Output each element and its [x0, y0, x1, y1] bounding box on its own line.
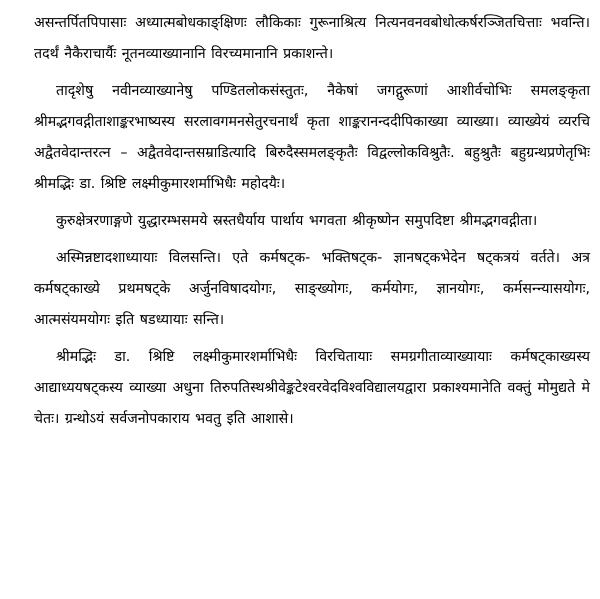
paragraph-gita: कुरुक्षेत्ररणाङ्गणे युद्धारम्भसमये स्रस्तधैर्याय पार्थाय भगवता श्रीकृष्णेन समुपदिष्टा श्रीमद्भगवद्गीता।: [56, 213, 538, 229]
paragraph-commentary: तादृशेषु नवीनव्याख्यानेषु पण्डितलोकसंस्तुतः, नैकेषां जगद्गुरूणां आशीर्वचोभिः समलङ्कृता श्रीमद्भगवद्गीताशाङ्करभाष्यस्य सरलावगमनसेतुरचनार्थं कृता शाङ्करानन्ददीपिकाख्या व्याख्या। व्याख्येयं व्यरचि अद्वैतवेदान्तरत्न – अद्वैतवेदान्तसम्राडित्यादि बिरुदैस्समलङ्कृतैः विद्वल्लोकविश्रुतैः. बहुश्रुतैः बहुग्रन्थप्रणेतृभिः श्रीमद्भिः डा. श्रिष्टि लक्ष्मीकुमारशर्माभिधैः महोदयैः।: [34, 83, 590, 192]
paragraph-publication: श्रीमद्भिः डा. श्रिष्टि लक्ष्मीकुमारशर्माभिधैः विरचितायाः समग्रगीताव्याख्यायाः कर्मषट्काख्यस्य आद्याध्ययषट्कस्य व्याख्या अधुना तिरुपतिस्थश्रीवेङ्कटेश्वरवेदविश्वविद्यालयद्वारा प्रकाश्यमानेति वक्तुं मोमुद्यते मे चेतः। ग्रन्थोऽयं सर्वजनोपकाराय भवतु इति आशासे।: [34, 349, 590, 427]
paragraph-intro: असन्तर्पितपिपासाः अध्यात्मबोधकाङ्क्षिणः लौकिकाः गुरूनाश्रित्य नित्यनवनवबोधोत्कर्षरञ्जितचित्ताः भवन्ति। तदर्थं नैकैराचार्यैः नूतनव्याख्यानानि विरच्यमानानि प्रकाशन्ते।: [34, 15, 590, 62]
paragraph-chapters: अस्मिन्नष्टादशाध्यायाः विलसन्ति। एते कर्मषट्क- भक्तिषट्क- ज्ञानषट्कभेदेन षट्कत्रयं वर्तते। अत्र कर्मषट्काख्ये प्रथमषट्के अर्जुनविषादयोगः, साङ्ख्योगः, कर्मयोगः, ज्ञानयोगः, कर्मसन्न्यासयोगः, आत्मसंयमयोगः इति षडध्यायाः सन्ति।: [34, 250, 590, 328]
